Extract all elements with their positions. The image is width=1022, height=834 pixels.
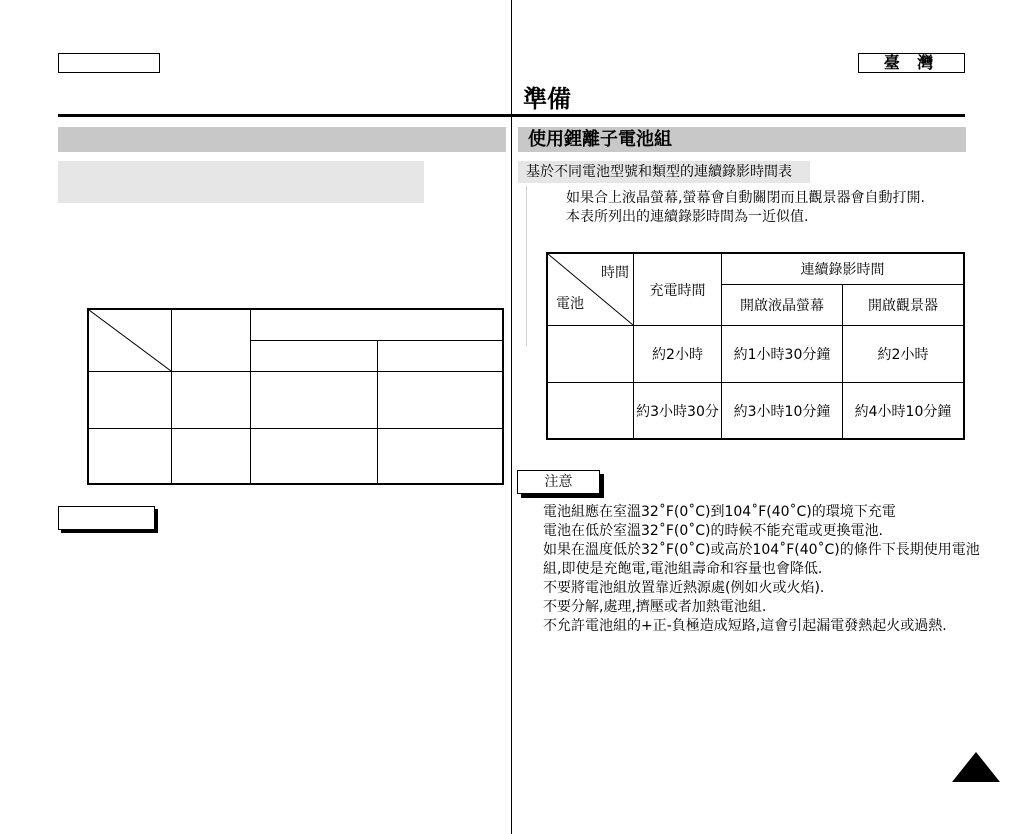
section-title: 使用鋰離子電池組	[518, 127, 966, 152]
note-item: 不要分解,處理,擠壓或者加熱電池組.	[543, 599, 767, 615]
page-title: 準備	[523, 85, 571, 113]
diag-bottom-label: 電池	[556, 296, 584, 312]
language-box-left	[58, 53, 160, 73]
viewfinder-time-cell: 約2小時	[843, 326, 965, 383]
diag-header-cell	[547, 253, 634, 326]
left-table-cell	[172, 309, 251, 372]
note-label: 注意	[517, 470, 600, 494]
left-table-cell	[251, 309, 504, 341]
margin-line	[526, 186, 527, 346]
left-table-cell	[251, 429, 378, 485]
viewfinder-time-cell: 約4小時10分鐘	[843, 383, 965, 440]
left-table-cell	[88, 429, 172, 485]
left-table-diag-cell	[88, 309, 172, 372]
title-rule	[58, 114, 965, 117]
lcd-time-cell: 約3小時10分鐘	[722, 383, 843, 440]
header-lcd-open: 開啟液晶螢幕	[722, 285, 843, 326]
left-table-cell	[251, 372, 378, 429]
battery-cell	[547, 383, 634, 440]
page-divider	[511, 0, 512, 834]
note-item: 不允許電池組的+正-負極造成短路,這會引起漏電發熱起火或過熱.	[543, 618, 947, 634]
header-recording-time: 連續錄影時間	[722, 253, 965, 285]
note-item: 組,即使是充飽電,電池組壽命和容量也會降低.	[543, 561, 823, 577]
diag-top-label: 時間	[601, 265, 629, 281]
subsection-title: 基於不同電池型號和類型的連續錄影時間表	[518, 161, 810, 183]
left-table-cell	[88, 372, 172, 429]
header-charge-time: 充電時間	[634, 253, 722, 326]
left-table-cell	[378, 341, 504, 372]
page-up-triangle-icon[interactable]	[952, 752, 1000, 782]
diagonal-line	[89, 310, 171, 371]
recording-time-table	[546, 252, 965, 440]
subsection-bar-left	[58, 161, 424, 203]
left-table	[87, 308, 504, 485]
intro-line: 本表所列出的連續錄影時間為一近似值.	[566, 209, 809, 225]
language-label: 臺 灣	[858, 53, 965, 73]
left-table-cell	[378, 372, 504, 429]
charge-time-cell: 約2小時	[634, 326, 722, 383]
note-item: 如果在溫度低於32˚F(0˚C)或高於104˚F(40˚C)的條件下長期使用電池	[543, 542, 980, 558]
note-item: 電池組應在室溫32˚F(0˚C)到104˚F(40˚C)的環境下充電	[543, 504, 896, 520]
left-table-cell	[251, 341, 378, 372]
note-item: 電池在低於室溫32˚F(0˚C)的時候不能充電或更換電池.	[543, 523, 883, 539]
note-item: 不要將電池組放置靠近熱源處(例如火或火焰).	[543, 580, 825, 596]
battery-cell	[547, 326, 634, 383]
header-viewfinder-open: 開啟觀景器	[843, 285, 965, 326]
intro-line: 如果合上液晶螢幕,螢幕會自動關閉而且觀景器會自動打開.	[566, 190, 925, 206]
notes-list	[543, 503, 980, 636]
left-table-cell	[172, 429, 251, 485]
charge-time-cell: 約3小時30分	[634, 383, 722, 440]
left-table-cell	[378, 429, 504, 485]
note-box-left	[58, 506, 155, 530]
section-bar-left	[58, 127, 506, 152]
lcd-time-cell: 約1小時30分鐘	[722, 326, 843, 383]
left-table-cell	[172, 372, 251, 429]
